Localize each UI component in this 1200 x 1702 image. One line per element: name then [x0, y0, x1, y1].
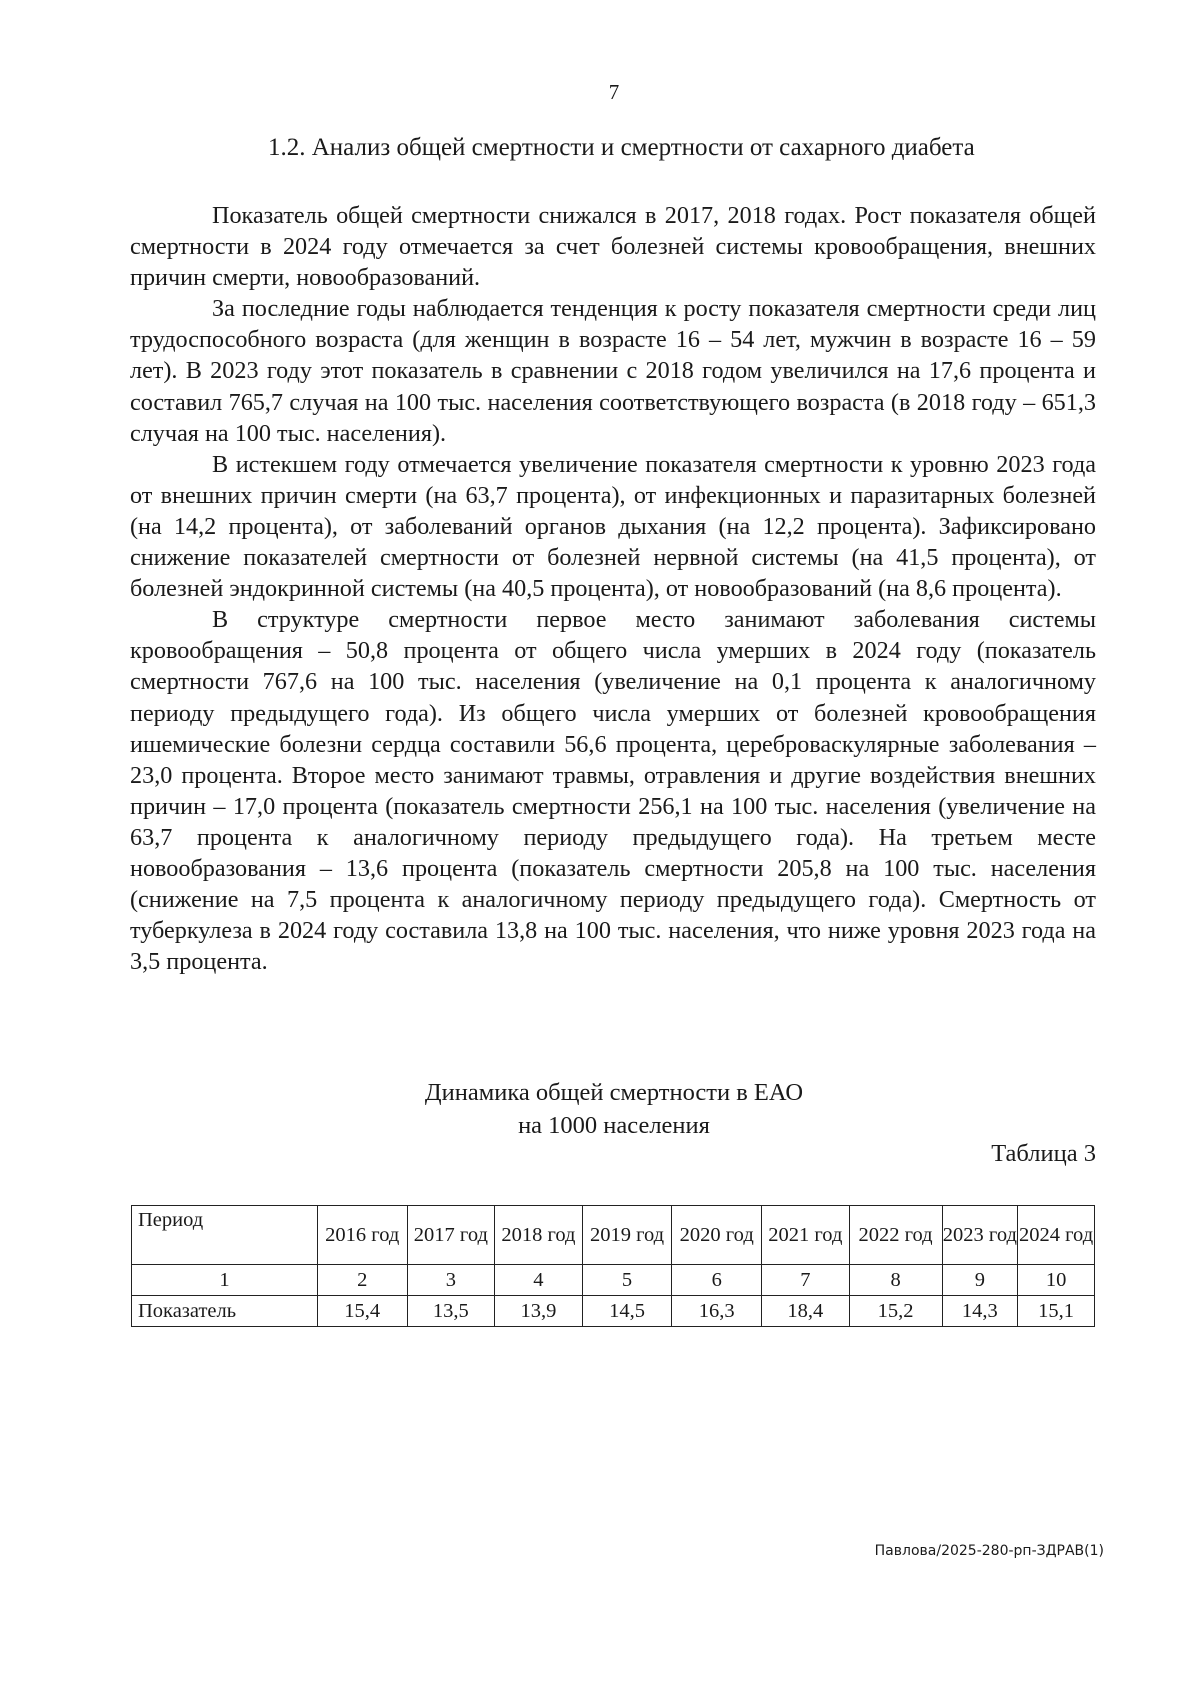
value-cell: 14,5: [582, 1296, 672, 1327]
value-cell: 16,3: [672, 1296, 762, 1327]
header-cell: 2018 год: [495, 1206, 583, 1265]
number-cell: 7: [762, 1265, 850, 1296]
value-cell: 15,1: [1018, 1296, 1095, 1327]
body-text: [130, 200, 1096, 977]
table-header-row: [132, 1206, 1095, 1265]
mortality-table: [131, 1205, 1095, 1327]
number-cell: 1: [132, 1265, 318, 1296]
table-value-row: [132, 1296, 1095, 1327]
paragraph: За последние годы наблюдается тенденция к росту показателя смертности среди лиц трудоспособного возраста (для женщин в возрасте 16 – 54 лет, мужчин в возрасте 16 – 59 лет). В 2023 году этот показатель в сравнении с 2018 годом увеличился на 17,6 процента и составил 765,7 случая на 100 тыс. населения соответствующего возраста (в 2018 году – 651,3 случая на 100 тыс. населения).: [130, 295, 1096, 447]
number-cell: 10: [1018, 1265, 1095, 1296]
number-cell: 8: [849, 1265, 942, 1296]
header-cell: 2020 год: [672, 1206, 762, 1265]
table-caption: [0, 1076, 1200, 1142]
number-cell: 6: [672, 1265, 762, 1296]
paragraph: Показатель общей смертности снижался в 2017, 2018 годах. Рост показателя общей смертности в 2024 году отмечается за счет болезней системы кровообращения, внешних причин смерти, новообразований.: [130, 202, 1096, 292]
number-cell: 3: [407, 1265, 495, 1296]
header-cell: 2021 год: [762, 1206, 850, 1265]
number-cell: 9: [942, 1265, 1018, 1296]
value-cell: 15,2: [849, 1296, 942, 1327]
value-cell: 13,5: [407, 1296, 495, 1327]
table-label: Таблица 3: [991, 1140, 1096, 1167]
paragraph: В истекшем году отмечается увеличение показателя смертности к уровню 2023 года от внешних причин смерти (на 63,7 процента), от инфекционных и паразитарных болезней (на 14,2 процента), от заболеваний органов дыхания (на 12,2 процента). Зафиксировано снижение показателей смертности от болезней нервной системы (на 41,5 процента), от болезней эндокринной системы (на 40,5 процента), от новообразований (на 8,6 процента).: [130, 450, 1096, 603]
value-cell: 18,4: [762, 1296, 850, 1327]
number-cell: 2: [317, 1265, 407, 1296]
value-cell: Показатель: [132, 1296, 318, 1327]
number-cell: 5: [582, 1265, 672, 1296]
number-cell: 4: [495, 1265, 583, 1296]
header-cell: 2024 год: [1018, 1206, 1095, 1265]
section-title: 1.2. Анализ общей смертности и смертности от сахарного диабета: [268, 134, 975, 161]
header-cell: 2022 год: [849, 1206, 942, 1265]
header-cell: 2023 год: [942, 1206, 1018, 1265]
header-cell: Период: [132, 1206, 318, 1265]
header-cell: 2019 год: [582, 1206, 672, 1265]
header-cell: 2017 год: [407, 1206, 495, 1265]
document-footer: Павлова/2025-280-рп-ЗДРАВ(1): [874, 1543, 1104, 1559]
header-cell: 2016 год: [317, 1206, 407, 1265]
table-caption-line-2: на 1000 населения: [518, 1112, 710, 1139]
page-number: 7: [608, 80, 620, 104]
table-caption-line-1: Динамика общей смертности в ЕАО: [424, 1079, 804, 1106]
paragraph: В структуре смертности первое место занимают заболевания системы кровообращения – 50,8 процента от общего числа умерших в 2024 году (показатель смертности 767,6 на 100 тыс. населения (увеличение на 0,1 процента к аналогичному периоду предыдущего года). Из общего числа умерших от болезней кровообращения ишемические болезни сердца составили 56,6 процента, цереброваскулярные заболевания – 23,0 процента. Второе место занимают травмы, отравления и другие воздействия внешних причин – 17,0 процента (показатель смертности 256,1 на 100 тыс. населения (увеличение на 63,7 процента к аналогичному периоду предыдущего года). На третьем месте новообразования – 13,6 процента (показатель смертности 205,8 на 100 тыс. населения (снижение на 7,5 процента к аналогичному периоду предыдущего года). Смертность от туберкулеза в 2024 году составила 13,8 на 100 тыс. населения, что ниже уровня 2023 года на 3,5 процента.: [130, 606, 1096, 976]
table-number-row: [132, 1265, 1095, 1296]
value-cell: 14,3: [942, 1296, 1018, 1327]
value-cell: 15,4: [317, 1296, 407, 1327]
value-cell: 13,9: [495, 1296, 583, 1327]
